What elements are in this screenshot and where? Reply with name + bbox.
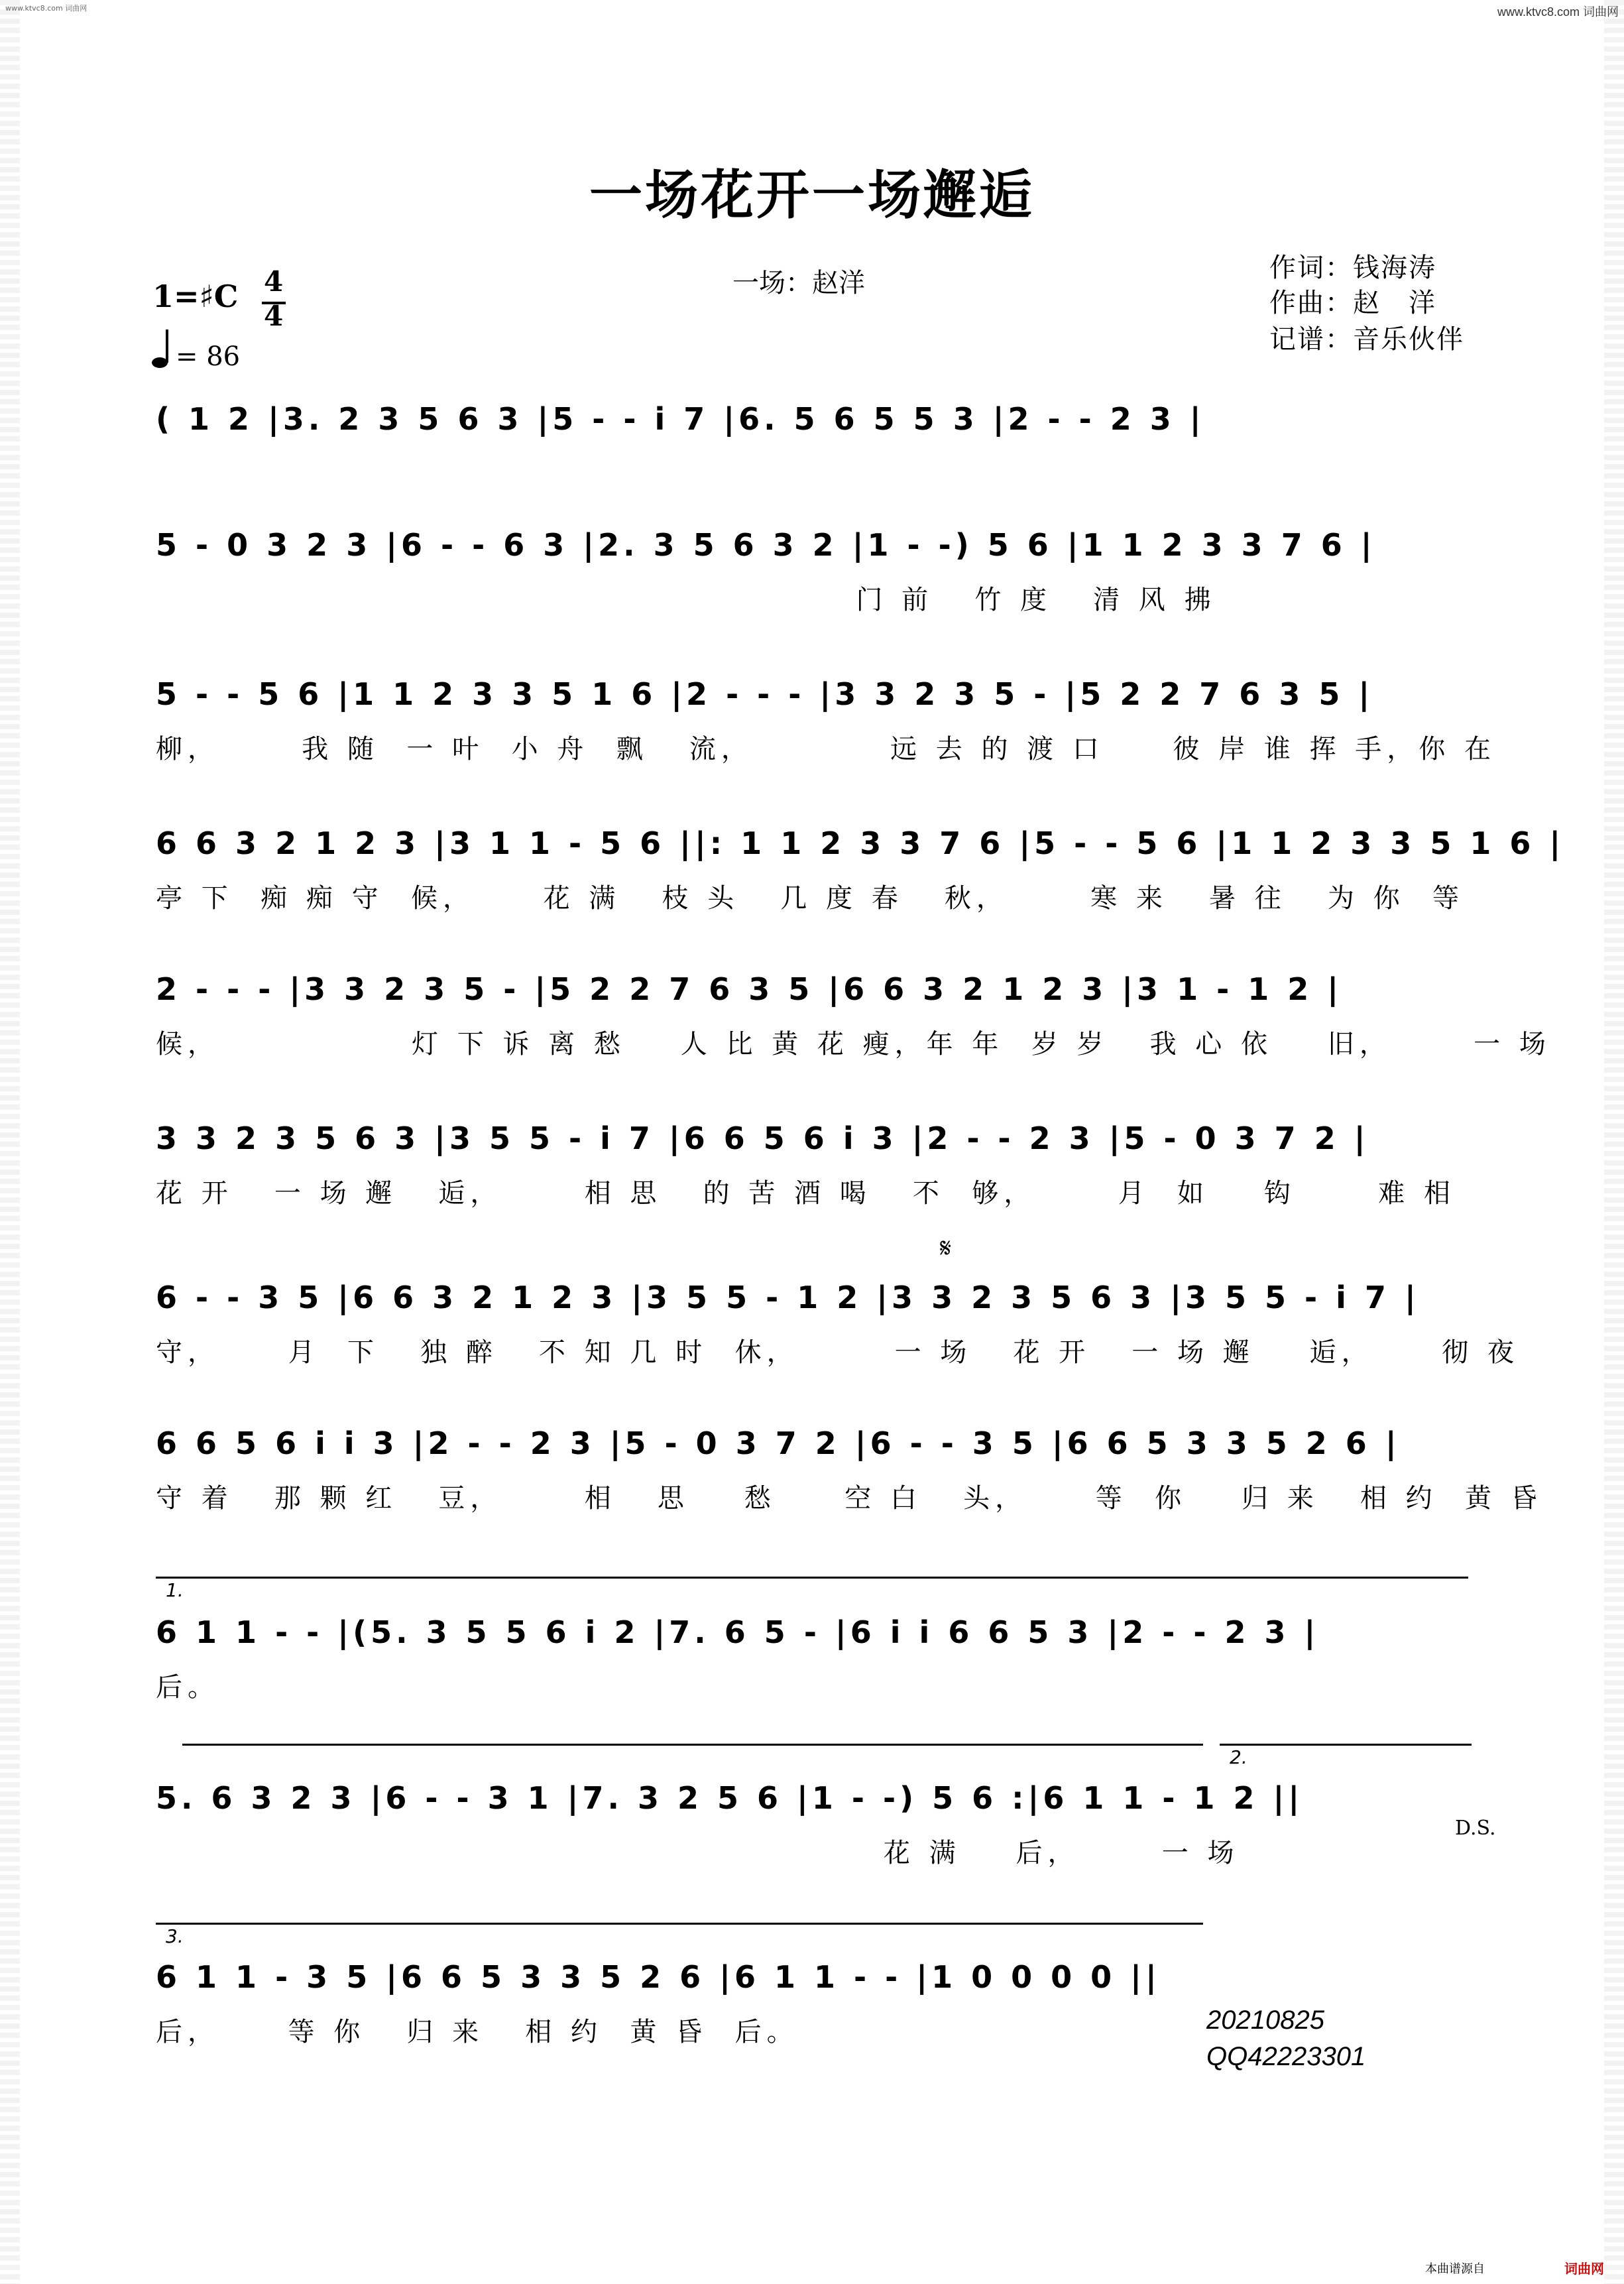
notation-line: ( 1 2 |3. 2 3 5 6 3 |5 - - i 7 |6. 5 6 5 5 3 |2 - - 2 3 | [156,401,1205,437]
lyric-line: 后， 等 你 归 来 相 约 黄 昏 后。 [156,2017,799,2047]
footer-site-logo[interactable]: 词曲网 [1564,2261,1604,2277]
volta-bracket-2 [1220,1744,1472,1746]
notation-line: 2 - - - |3 3 2 3 5 - |5 2 2 7 6 3 5 |6 6 3 2 1 2 3 |3 1 - 1 2 | [156,971,1343,1007]
key-signature: 1=♯C [152,278,239,314]
lyric-line: 花 满 后， 一 场 [156,1838,1240,1868]
site-watermark-small: www.ktvc8.com 词曲网 [5,4,87,13]
segno-sign: 𝄋 [940,1233,952,1264]
footer-source: 本曲谱源自 [1425,2262,1485,2276]
time-signature-top: 4 [264,265,284,298]
lyric-line: 柳， 我 随 一 叶 小 舟 飘 流， 远 去 的 渡 口 彼 岸 谁 挥 手，你 在 [156,734,1497,764]
notation-line: 5 - 0 3 2 3 |6 - - 6 3 |2. 3 5 6 3 2 |1 - -) 5 6 |1 1 2 3 3 7 6 | [156,527,1376,563]
ds-marking: D.S. [1455,1817,1496,1840]
quarter-note-icon [151,328,174,369]
lyric-line: 候， 灯 下 诉 离 愁 人 比 黄 花 瘦，年 年 岁 岁 我 心 依 旧， 一 场 [156,1029,1551,1059]
volta-label-2: 2. [1230,1746,1247,1768]
volta-label-1: 1. [166,1579,184,1601]
time-signature-bottom: 4 [264,300,284,332]
volta-label-3: 3. [166,1925,184,1947]
date-note: 20210825 [1206,2006,1324,2035]
notation-line: 6 - - 3 5 |6 6 3 2 1 2 3 |3 5 5 - 1 2 |3 3 2 3 5 6 3 |3 5 5 - i 7 | [156,1280,1420,1315]
notation-line: 6 6 3 2 1 2 3 |3 1 1 - 5 6 ||: 1 1 2 3 3 7 6 |5 - - 5 6 |1 1 2 3 3 5 1 6 | [156,825,1565,861]
lyric-line: 后。 [156,1672,219,1703]
volta-bracket-3 [156,1923,1203,1925]
notation-line: 3 3 2 3 5 6 3 |3 5 5 - i 7 |6 6 5 6 i 3 |2 - - 2 3 |5 - 0 3 7 2 | [156,1120,1369,1156]
right-margin-pattern [1604,0,1624,2284]
site-watermark-top-right: www.ktvc8.com 词曲网 [1497,5,1619,19]
notation-line: 6 6 5 6 i i 3 |2 - - 2 3 |5 - 0 3 7 2 |6 - - 3 5 |6 6 5 3 3 5 2 6 | [156,1425,1401,1461]
notation-line: 5 - - 5 6 |1 1 2 3 3 5 1 6 |2 - - - |3 3 2 3 5 - |5 2 2 7 6 3 5 | [156,676,1374,712]
lyric-line: 守， 月 下 独 醉 不 知 几 时 休， 一 场 花 开 一 场 邂 逅， 彻 夜 [156,1337,1519,1368]
song-title: 一场花开一场邂逅 [589,164,1035,226]
lyric-line: 亭 下 痴 痴 守 候， 花 满 枝 头 几 度 春 秋， 寒 来 暑 往 为 你 等 [156,883,1465,914]
lyric-line: 守 着 那 颗 红 豆， 相 思 愁 空 白 头， 等 你 归 来 相 约 黄 昏 [156,1483,1542,1514]
left-margin-pattern [0,0,20,2284]
lyric-line: 门 前 竹 度 清 风 拂 [156,585,1216,615]
lyricist-credit: 作词：钱海涛 [1269,253,1436,283]
volta-bracket-1 [156,1577,1468,1579]
notation-line: 6 1 1 - - |(5. 3 5 5 6 i 2 |7. 6 5 - |6 i i 6 6 5 3 |2 - - 2 3 | [156,1614,1320,1650]
tempo-marking: = 86 [176,341,241,372]
song-subtitle: 一场：赵洋 [732,268,865,298]
qq-note: QQ42223301 [1206,2042,1366,2071]
volta-bracket-1-continued [182,1744,1203,1746]
notation-line: 5. 6 3 2 3 |6 - - 3 1 |7. 3 2 5 6 |1 - -) 5 6 :|6 1 1 - 1 2 || [156,1780,1304,1816]
transcriber-credit: 记谱：音乐伙伴 [1269,324,1464,355]
lyric-line: 花 开 一 场 邂 逅， 相 思 的 苦 酒 喝 不 够， 月 如 钩 难 相 [156,1178,1456,1209]
notation-line: 6 1 1 - 3 5 |6 6 5 3 3 5 2 6 |6 1 1 - - |1 0 0 0 0 || [156,1959,1161,1995]
composer-credit: 作曲：赵 洋 [1269,288,1436,318]
